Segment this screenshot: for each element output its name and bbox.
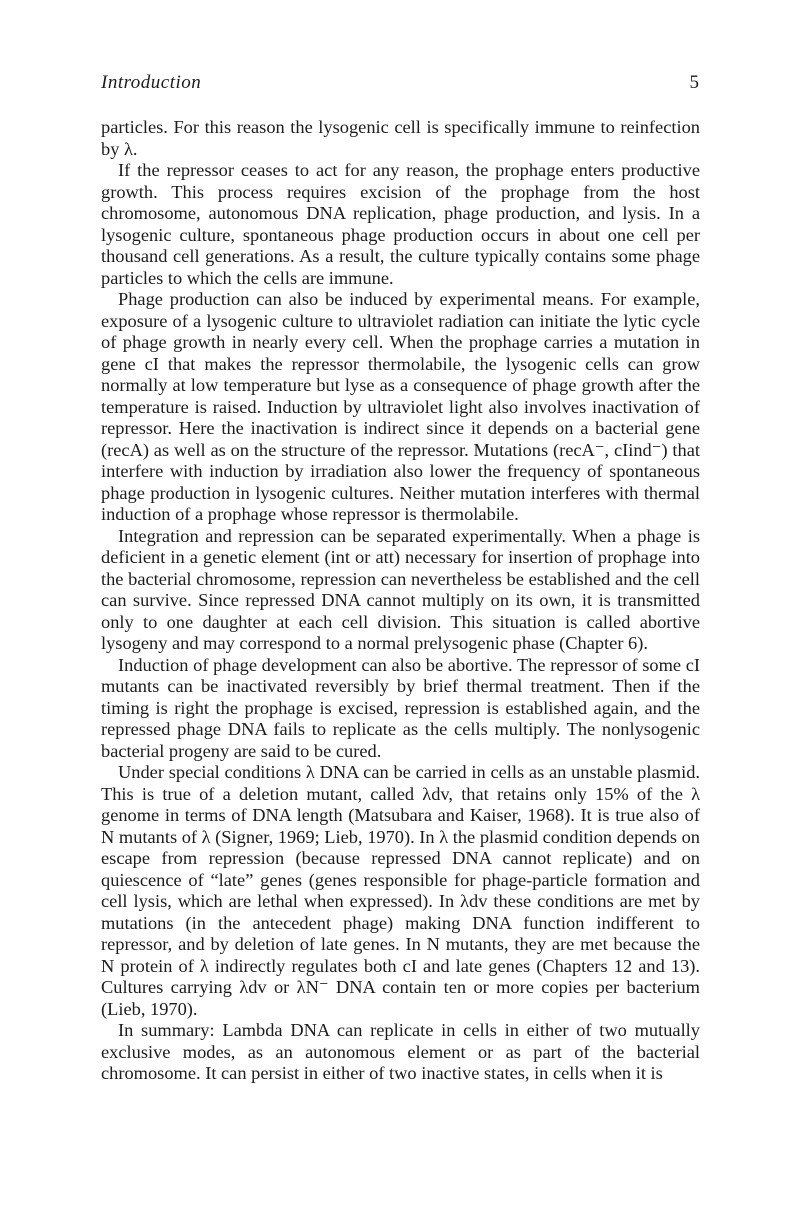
page-number: 5 <box>689 72 699 93</box>
paragraph-continuation: particles. For this reason the lysogenic cell is specifically immune to reinfection by λ. <box>101 117 700 159</box>
running-header <box>101 72 699 96</box>
paragraph: If the repressor ceases to act for any reason, the prophage enters productive growth. This process requires excision of the prophage from the host chromosome, autonomous DNA replication, phage production, and lysis. In a lysogenic culture, spontaneous phage production occurs in about one cell per thousand cell generations. As a result, the culture typically contains some phage particles to which the cells are immune. <box>101 160 700 288</box>
paragraph: Phage production can also be induced by experimental means. For example, exposure of a lysogenic culture to ultraviolet radiation can initiate the lytic cycle of phage growth in nearly every cell. When the prophage carries a mutation in gene cI that makes the repressor thermolabile, the lysogenic cells can grow normally at low temperature but lyse as a consequence of phage growth after the temperature is raised. Induction by ultraviolet light also involves inactivation of repressor. Here the inactivation is indirect since it depends on a bacterial gene (recA) as well as on the structure of the repressor. Mutations (recA⁻, cIind⁻) that interfere with induction by irradiation also lower the frequency of spontaneous phage production in lysogenic cultures. Neither mutation interferes with thermal induction of a prophage whose repressor is thermolabile. <box>101 289 700 524</box>
running-head-title: Introduction <box>101 72 202 93</box>
paragraph: In summary: Lambda DNA can replicate in cells in either of two mutually exclusive modes, as an autonomous element or as part of the bacterial chromosome. It can persist in either of two inactive states, in cells when it is <box>101 1020 700 1083</box>
paragraph: Induction of phage development can also be abortive. The repressor of some cI mutants can be inactivated reversibly by brief thermal treatment. Then if the timing is right the prophage is excised, repression is established again, and the repressed phage DNA fails to replicate as the cells multiply. The nonlysogenic bacterial progeny are said to be cured. <box>101 654 700 761</box>
paragraph: Under special conditions λ DNA can be carried in cells as an unstable plasmid. This is true of a deletion mutant, called λdv, that retains only 15% of the λ genome in terms of DNA length (Matsubara and Kaiser, 1968). It is true also of N mutants of λ (Signer, 1969; Lieb, 1970). In λ the plasmid condition depends on escape from repression (because repressed DNA cannot replicate) and on quiescence of “late” genes (genes responsible for phage-particle formation and cell lysis, which are lethal when expressed). In λdv these conditions are met by mutations (in the antecedent phage) making DNA function indifferent to repressor, and by deletion of late genes. In N mutants, they are met because the N protein of λ indirectly regulates both cI and late genes (Chapters 12 and 13). Cultures carrying λdv or λN⁻ DNA contain ten or more copies per bacterium (Lieb, 1970). <box>101 762 700 1019</box>
body-text <box>101 117 700 1085</box>
paragraph: Integration and repression can be separated experimentally. When a phage is deficient in a genetic element (int or att) necessary for insertion of prophage into the bacterial chromosome, repression can nevertheless be established and the cell can survive. Since repressed DNA cannot multiply on its own, it is transmitted only to one daughter at each cell division. This situation is called abortive lysogeny and may correspond to a normal prelysogenic phase (Chapter 6). <box>101 525 700 653</box>
